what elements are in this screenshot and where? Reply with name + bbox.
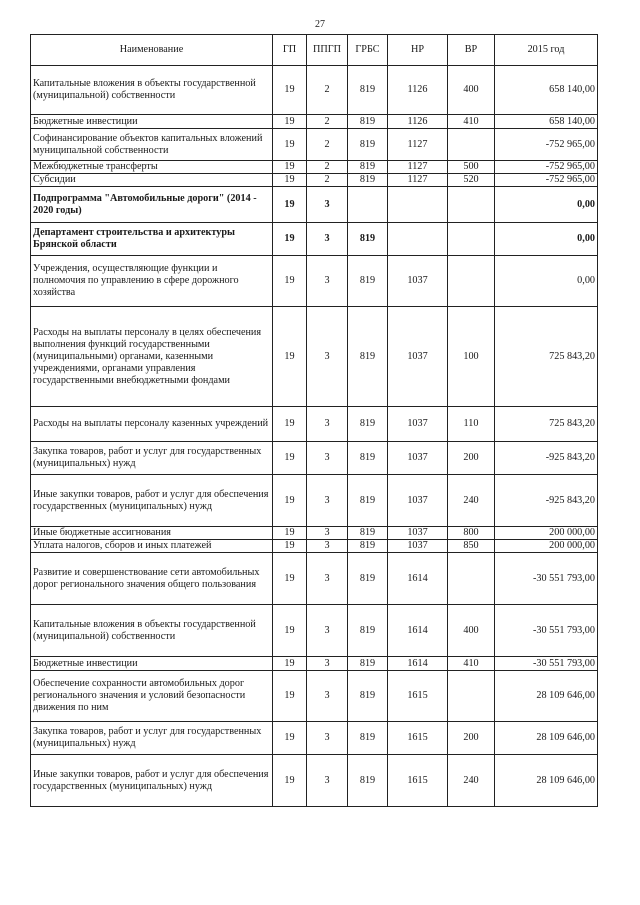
row-pgp: 2: [307, 115, 348, 129]
row-vr: [448, 553, 495, 605]
row-grbs: 819: [348, 129, 388, 161]
row-gp: 19: [273, 407, 307, 442]
row-name: Межбюджетные трансферты: [31, 161, 273, 174]
row-vr: 240: [448, 755, 495, 807]
row-np: 1037: [388, 527, 448, 540]
row-amount: 200 000,00: [495, 540, 598, 553]
row-pgp: 3: [307, 223, 348, 256]
row-np: 1126: [388, 115, 448, 129]
header-pgp: ППГП: [307, 35, 348, 66]
row-grbs: 819: [348, 407, 388, 442]
row-gp: 19: [273, 755, 307, 807]
table-row: [31, 605, 598, 657]
row-np: 1037: [388, 540, 448, 553]
row-np: [388, 223, 448, 256]
row-vr: 520: [448, 174, 495, 187]
budget-table: [30, 34, 598, 807]
row-pgp: 3: [307, 475, 348, 527]
row-gp: 19: [273, 161, 307, 174]
row-amount: -752 965,00: [495, 129, 598, 161]
row-gp: 19: [273, 174, 307, 187]
row-pgp: 2: [307, 129, 348, 161]
row-np: 1037: [388, 442, 448, 475]
table-row: [31, 442, 598, 475]
row-grbs: 819: [348, 657, 388, 671]
row-np: 1037: [388, 307, 448, 407]
row-name: Подпрограмма "Автомобильные дороги" (2014 - 2020 годы): [31, 187, 273, 223]
row-name: Бюджетные инвестиции: [31, 115, 273, 129]
row-pgp: 3: [307, 256, 348, 307]
table-row: [31, 755, 598, 807]
row-grbs: 819: [348, 553, 388, 605]
header-year: 2015 год: [495, 35, 598, 66]
row-grbs: 819: [348, 256, 388, 307]
row-grbs: 819: [348, 174, 388, 187]
row-np: 1615: [388, 722, 448, 755]
row-gp: 19: [273, 553, 307, 605]
row-vr: 410: [448, 657, 495, 671]
row-name: Расходы на выплаты персоналу казенных учреждений: [31, 407, 273, 442]
row-amount: -925 843,20: [495, 475, 598, 527]
row-amount: 0,00: [495, 187, 598, 223]
row-name: Развитие и совершенствование сети автомобильных дорог регионального значения общего пользования: [31, 553, 273, 605]
row-amount: -752 965,00: [495, 174, 598, 187]
row-name: Обеспечение сохранности автомобильных дорог регионального значения и условий безопасности движения по ним: [31, 671, 273, 722]
row-amount: -752 965,00: [495, 161, 598, 174]
row-amount: 658 140,00: [495, 115, 598, 129]
row-pgp: 2: [307, 161, 348, 174]
row-gp: 19: [273, 187, 307, 223]
row-pgp: 3: [307, 407, 348, 442]
row-pgp: 3: [307, 755, 348, 807]
row-gp: 19: [273, 527, 307, 540]
row-name: Закупка товаров, работ и услуг для государственных (муниципальных) нужд: [31, 442, 273, 475]
row-pgp: 3: [307, 187, 348, 223]
row-np: 1614: [388, 605, 448, 657]
row-vr: 800: [448, 527, 495, 540]
table-row: [31, 66, 598, 115]
header-np: НР: [388, 35, 448, 66]
row-name: Капитальные вложения в объекты государственной (муниципальной) собственности: [31, 605, 273, 657]
row-grbs: 819: [348, 442, 388, 475]
row-amount: -925 843,20: [495, 442, 598, 475]
row-vr: [448, 256, 495, 307]
header-vr: ВР: [448, 35, 495, 66]
row-vr: [448, 671, 495, 722]
row-name: Учреждения, осуществляющие функции и полномочия по управлению в сфере дорожного хозяйства: [31, 256, 273, 307]
row-pgp: 3: [307, 671, 348, 722]
table-row: [31, 174, 598, 187]
row-grbs: 819: [348, 722, 388, 755]
table-row: [31, 115, 598, 129]
row-gp: 19: [273, 307, 307, 407]
table-row: [31, 307, 598, 407]
row-np: 1127: [388, 129, 448, 161]
row-amount: -30 551 793,00: [495, 657, 598, 671]
row-gp: 19: [273, 605, 307, 657]
row-vr: 200: [448, 442, 495, 475]
row-np: 1127: [388, 161, 448, 174]
row-pgp: 3: [307, 722, 348, 755]
row-amount: -30 551 793,00: [495, 605, 598, 657]
row-grbs: 819: [348, 115, 388, 129]
row-amount: -30 551 793,00: [495, 553, 598, 605]
row-vr: 410: [448, 115, 495, 129]
row-pgp: 2: [307, 174, 348, 187]
row-gp: 19: [273, 442, 307, 475]
row-name: Бюджетные инвестиции: [31, 657, 273, 671]
table-row: [31, 540, 598, 553]
row-grbs: 819: [348, 66, 388, 115]
row-np: 1037: [388, 256, 448, 307]
row-gp: 19: [273, 722, 307, 755]
row-np: 1126: [388, 66, 448, 115]
row-vr: 200: [448, 722, 495, 755]
row-name: Иные закупки товаров, работ и услуг для обеспечения государственных (муниципальных) нужд: [31, 475, 273, 527]
table-row: [31, 722, 598, 755]
row-gp: 19: [273, 540, 307, 553]
header-name: Наименование: [31, 35, 273, 66]
row-np: 1037: [388, 475, 448, 527]
row-amount: 200 000,00: [495, 527, 598, 540]
row-np: 1614: [388, 553, 448, 605]
row-vr: 850: [448, 540, 495, 553]
row-name: Иные бюджетные ассигнования: [31, 527, 273, 540]
row-pgp: 3: [307, 307, 348, 407]
row-np: 1615: [388, 671, 448, 722]
table-row: [31, 407, 598, 442]
row-np: [388, 187, 448, 223]
row-name: Капитальные вложения в объекты государственной (муниципальной) собственности: [31, 66, 273, 115]
table-row: [31, 475, 598, 527]
row-vr: 110: [448, 407, 495, 442]
row-grbs: [348, 187, 388, 223]
row-name: Департамент строительства и архитектуры Брянской области: [31, 223, 273, 256]
row-vr: 400: [448, 605, 495, 657]
row-grbs: 819: [348, 605, 388, 657]
row-gp: 19: [273, 671, 307, 722]
row-np: 1615: [388, 755, 448, 807]
row-pgp: 2: [307, 66, 348, 115]
row-name: Уплата налогов, сборов и иных платежей: [31, 540, 273, 553]
row-grbs: 819: [348, 475, 388, 527]
row-grbs: 819: [348, 223, 388, 256]
page-number: 27: [315, 19, 325, 30]
row-name: Иные закупки товаров, работ и услуг для обеспечения государственных (муниципальных) нужд: [31, 755, 273, 807]
row-amount: 725 843,20: [495, 407, 598, 442]
row-pgp: 3: [307, 540, 348, 553]
table-row: [31, 553, 598, 605]
row-gp: 19: [273, 129, 307, 161]
row-vr: 500: [448, 161, 495, 174]
row-amount: 28 109 646,00: [495, 722, 598, 755]
table-row: [31, 671, 598, 722]
row-grbs: 819: [348, 161, 388, 174]
row-pgp: 3: [307, 605, 348, 657]
row-amount: 725 843,20: [495, 307, 598, 407]
table-row: [31, 657, 598, 671]
table-row: [31, 256, 598, 307]
row-pgp: 3: [307, 442, 348, 475]
row-amount: 28 109 646,00: [495, 671, 598, 722]
row-gp: 19: [273, 66, 307, 115]
row-name: Закупка товаров, работ и услуг для государственных (муниципальных) нужд: [31, 722, 273, 755]
row-vr: 400: [448, 66, 495, 115]
row-vr: 100: [448, 307, 495, 407]
row-name: Софинансирование объектов капитальных вложений муниципальной собственности: [31, 129, 273, 161]
row-gp: 19: [273, 475, 307, 527]
row-vr: [448, 129, 495, 161]
row-np: 1037: [388, 407, 448, 442]
row-np: 1127: [388, 174, 448, 187]
header-gp: ГП: [273, 35, 307, 66]
row-gp: 19: [273, 115, 307, 129]
row-grbs: 819: [348, 307, 388, 407]
row-grbs: 819: [348, 540, 388, 553]
row-pgp: 3: [307, 553, 348, 605]
row-gp: 19: [273, 223, 307, 256]
row-gp: 19: [273, 657, 307, 671]
row-grbs: 819: [348, 755, 388, 807]
table-row: [31, 223, 598, 256]
row-amount: 0,00: [495, 223, 598, 256]
table-row: [31, 527, 598, 540]
table-row: [31, 161, 598, 174]
table-row: [31, 129, 598, 161]
row-pgp: 3: [307, 657, 348, 671]
row-np: 1614: [388, 657, 448, 671]
row-pgp: 3: [307, 527, 348, 540]
row-grbs: 819: [348, 527, 388, 540]
row-amount: 0,00: [495, 256, 598, 307]
row-amount: 28 109 646,00: [495, 755, 598, 807]
table-row: [31, 187, 598, 223]
header-row: [31, 35, 598, 66]
row-name: Субсидии: [31, 174, 273, 187]
header-grbs: ГРБС: [348, 35, 388, 66]
row-amount: 658 140,00: [495, 66, 598, 115]
row-name: Расходы на выплаты персоналу в целях обеспечения выполнения функций государственными (муниципальными) органами, казенными учреждениями, органами управления государственными внебюджетными фондами: [31, 307, 273, 407]
row-grbs: 819: [348, 671, 388, 722]
row-vr: [448, 187, 495, 223]
row-gp: 19: [273, 256, 307, 307]
row-vr: 240: [448, 475, 495, 527]
row-vr: [448, 223, 495, 256]
